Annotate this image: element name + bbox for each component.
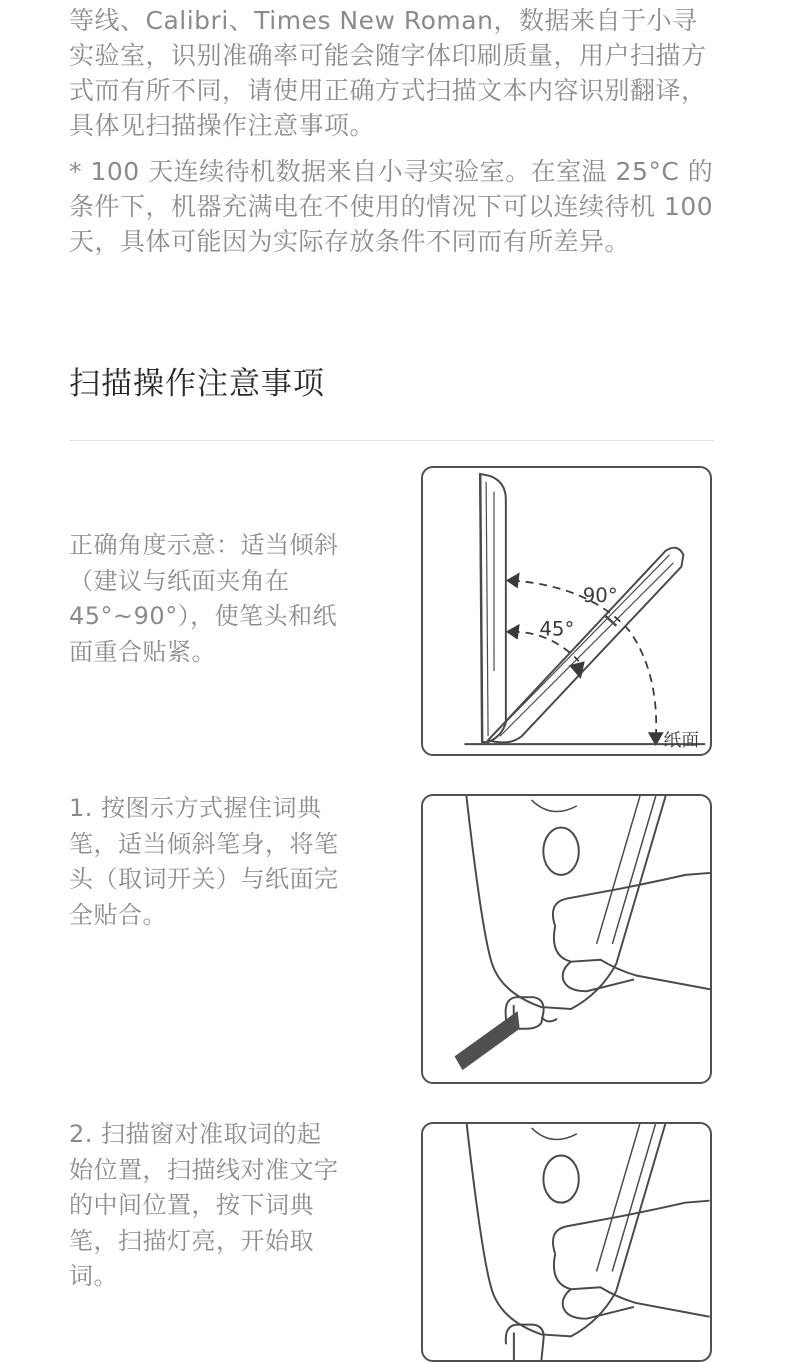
angle-90-label: 90° (582, 584, 618, 608)
intro-paragraph-standby: * 100 天连续待机数据来自小寻实验室。在室温 25°C 的条件下，机器充满电在不使用的情况下可以连续待机 100 天，具体可能因为实际存放条件不同而有所差异。 (69, 157, 714, 256)
section-divider (69, 440, 714, 441)
finger-outline (553, 873, 710, 989)
step-angle-text: 正确角度示意：适当倾斜（建议与纸面夹角在45°~90°），使笔头和纸面重合贴紧。 (69, 531, 339, 666)
upright-pen-illustration (480, 474, 506, 742)
angle-45-label: 45° (539, 617, 575, 641)
step-1-text: 1. 按图示方式握住词典笔，适当倾斜笔身，将笔头（取词开关）与纸面完全贴合。 (69, 794, 339, 929)
hold-pen-panel (421, 794, 712, 1084)
finger-outline (553, 1201, 710, 1317)
scan-align-panel (421, 1122, 712, 1362)
intro-block (69, 3, 719, 270)
pen-button-upper (543, 828, 579, 875)
intro-paragraph-fonts: 等线、Calibri、Times New Roman，数据来自于小寻实验室，识别准确率可能会随字体印刷质量，用户扫描方式而有所不同，请使用正确方式扫描文本内容识别翻译，具体见扫描操作注意事项。 (69, 6, 707, 140)
hold-pen-illustration (423, 796, 710, 1082)
pen-button-upper (543, 1155, 578, 1202)
step-2-text: 2. 扫描窗对准取词的起始位置，扫描线对准文字的中间位置，按下词典笔，扫描灯亮，开始取词。 (69, 1120, 339, 1290)
pen-tip (506, 1325, 544, 1360)
section-title: 扫描操作注意事项 (69, 366, 325, 402)
scan-strip (455, 1011, 520, 1070)
angle-diagram-panel (421, 466, 712, 756)
paper-label: 纸面 (663, 731, 700, 752)
angle-diagram (423, 468, 710, 754)
scan-align-illustration (423, 1124, 710, 1360)
